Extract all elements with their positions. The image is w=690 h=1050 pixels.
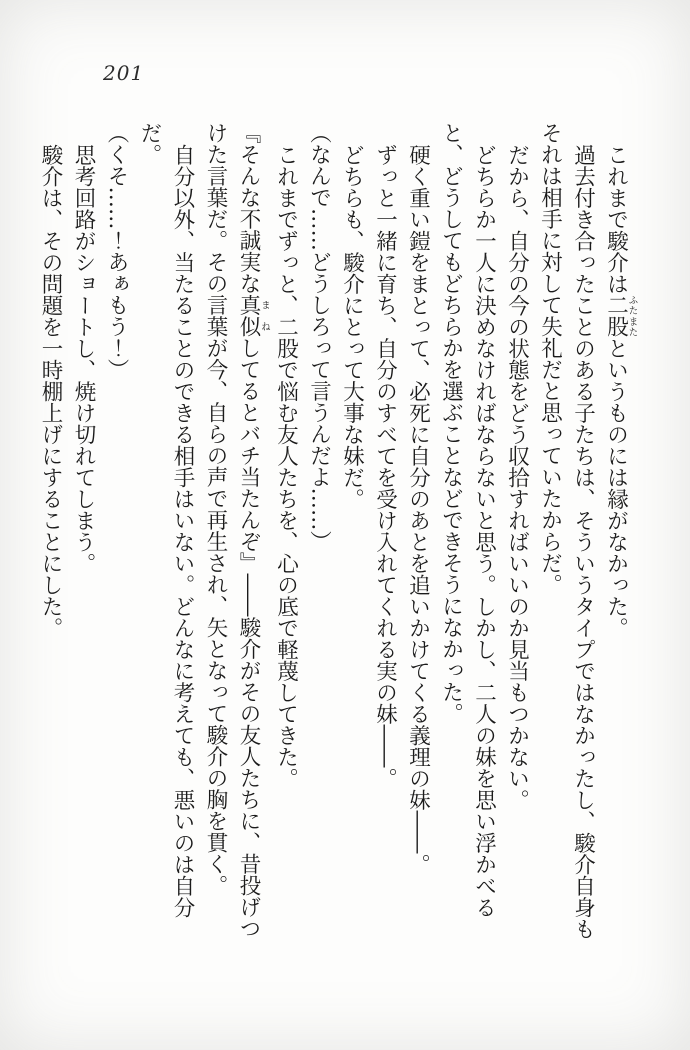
- paragraph: 自分以外、当たることのできる相手はいない。どんなに考えても、悪いのは自分だ。: [137, 122, 195, 918]
- paragraph: （くそ……！あぁもう！）: [104, 122, 129, 380]
- paragraph: だから、自分の今の状態をどう収拾すればいいのか見当もつかない。: [504, 143, 530, 810]
- paragraph: 過去付き合ったことのある子たちは、そういうタイプではなかったし、駿介自身もそれは相手に対して失礼だと思っていたからだ。: [537, 122, 596, 939]
- ruby-annotation: 真似まね: [236, 294, 270, 337]
- paragraph: ずっと一緒に育ち、自分のすべてを受け入れてくれる実の妹――。: [372, 143, 398, 789]
- paragraph: これまで駿介は二股ふたまたというものには縁がなかった。: [603, 143, 638, 638]
- paragraph: 駿介は、その問題を一時棚上げにすることにした。: [38, 143, 63, 638]
- paragraph: これまでずっと、二股で悩む友人たちを、心の底で軽蔑してきた。: [273, 143, 299, 789]
- paragraph: どちらも、駿介にとって大事な妹だ。: [339, 143, 365, 509]
- paragraph: 思考回路がショートし、焼け切れてしまう。: [71, 143, 96, 574]
- page-number: 201: [103, 61, 145, 85]
- paragraph: （なんで……どうしろって言うんだよ……）: [306, 122, 332, 552]
- paragraph: 『そんな不誠実な真似まねしてるとバチ当たんぞ』――駿介がその友人たちに、昔投げつけた言葉だ。その言葉が今、自らの声で再生され、矢となって駿介の胸を貫く。: [203, 122, 270, 939]
- paragraph: どちらか一人に決めなければならないと思う。しかし、二人の妹を思い浮かべると、どうしてもどちらかを選ぶことなどできそうになかった。: [438, 122, 497, 918]
- vertical-text-block: [34, 122, 637, 948]
- ruby-annotation: 二股ふたまた: [603, 294, 638, 337]
- paragraph: 硬く重い鎧をまとって、必死に自分のあとを追いかけてくる義理の妹――。: [405, 143, 431, 875]
